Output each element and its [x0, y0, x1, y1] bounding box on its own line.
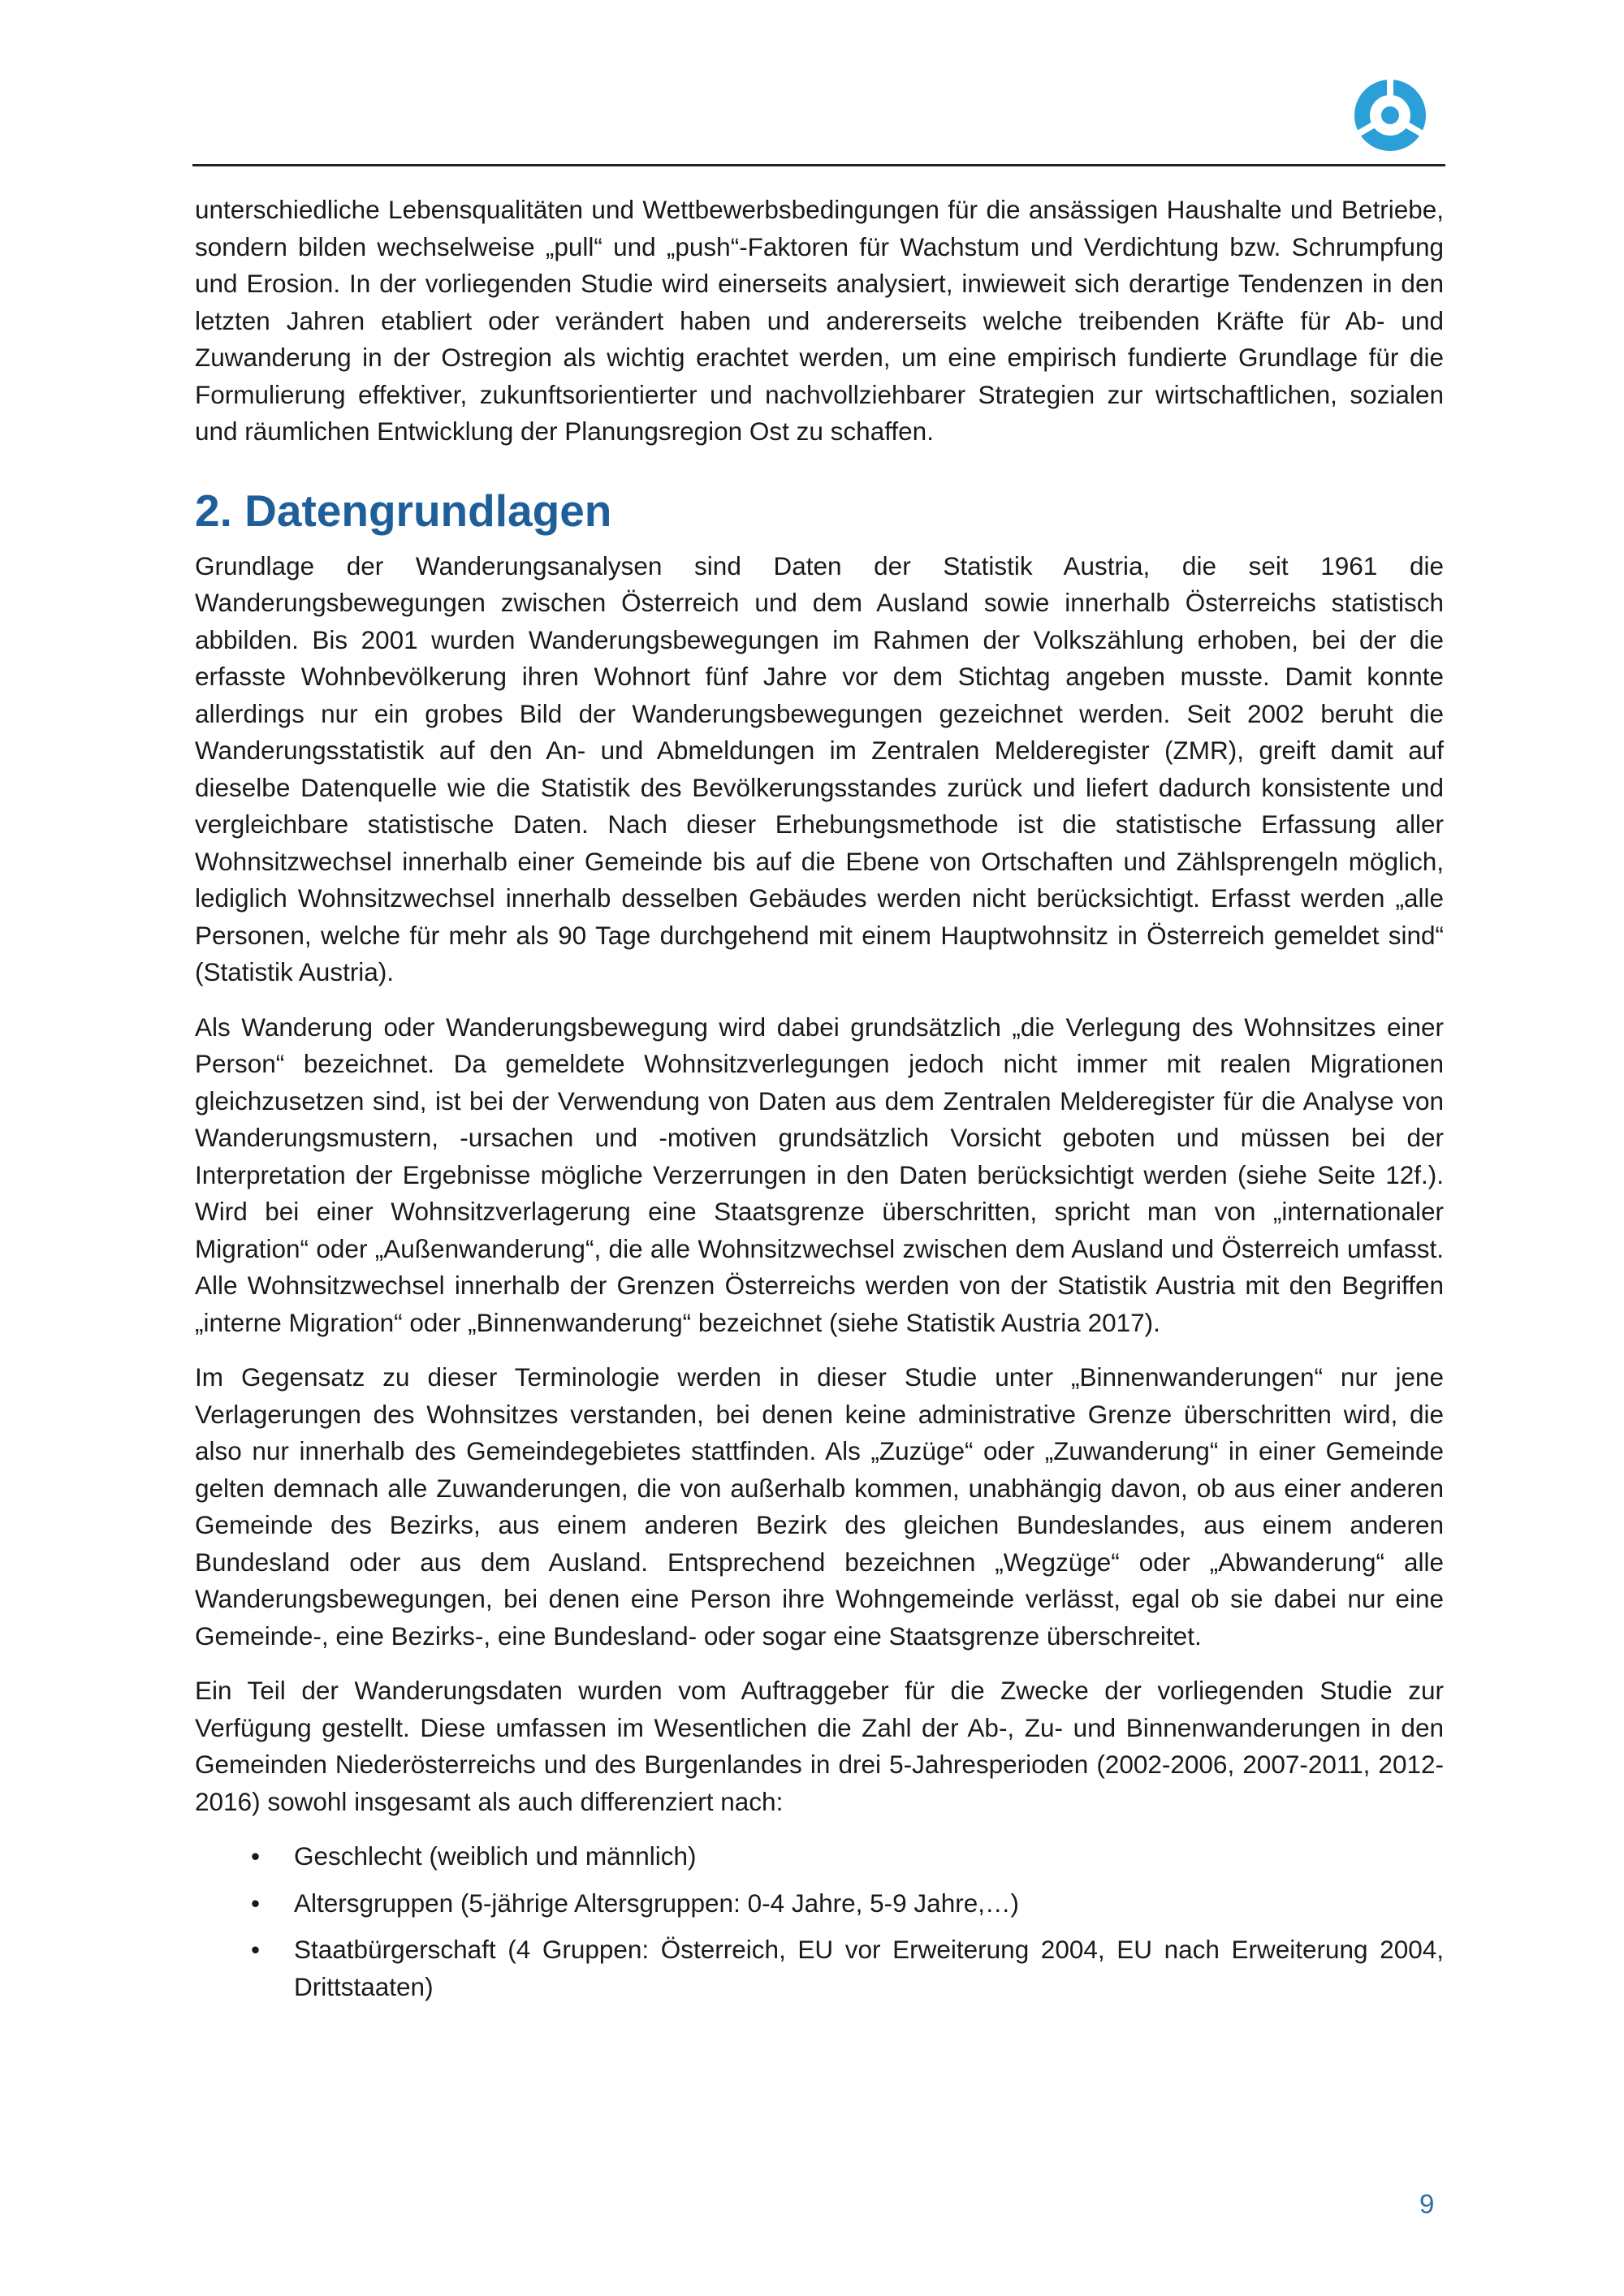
paragraph-migration-definition: Als Wanderung oder Wanderungsbewegung wird dabei grundsätzlich „die Verlegung des Wohnsitzes einer Person“ bezeichnet. Da gemeldete Wohnsitzverlegungen jedoch nicht immer mit realen Migrationen gleichzusetzen sind, ist bei der Verwendung von Daten aus dem Zentralen Melderegister für die Analyse von Wanderungsmustern, -ursachen und -motiven grundsätzlich Vorsicht geboten und müssen bei der Interpretation der Ergebnisse mögliche Verzerrungen in den Daten berücksichtigt werden (siehe Seite 12f.). Wird bei einer Wohnsitzverlagerung eine Staatsgrenze überschritten, spricht man von „internationaler Migration“ oder „Außenwanderung“, die alle Wohnsitzwechsel zwischen dem Ausland und Österreich umfasst. Alle Wohnsitzwechsel innerhalb der Grenzen Österreichs werden von der Statistik Austria mit den Begriffen „interne Migration“ oder „Binnenwanderung“ bezeichnet (siehe Statistik Austria 2017).: [195, 1012, 1444, 1337]
differentiation-list: [195, 1838, 1444, 2005]
list-item: [195, 1838, 1444, 1875]
bullet-icon: •: [251, 1888, 261, 1918]
bullet-icon: •: [251, 1841, 261, 1871]
paragraph-terminology: Im Gegensatz zu dieser Terminologie werden in dieser Studie unter „Binnenwanderungen“ nur jene Verlagerungen des Wohnsitzes verstanden, bei denen keine administrative Grenze überschritten wird, die also nur innerhalb des Gemeindegebietes stattfinden. Als „Zuzüge“ oder „Zuwanderung“ in einer Gemeinde gelten demnach alle Zuwanderungen, die von außerhalb kommen, unabhängig davon, ob aus einer anderen Gemeinde des Bezirks, aus einem anderen Bezirk des gleichen Bundeslandes, aus einem anderen Bundesland oder aus dem Ausland. Entsprechend bezeichnen „Wegzüge“ oder „Abwanderung“ alle Wanderungsbewegungen, bei denen eine Person ihre Wohngemeinde verlässt, egal ob sie dabei nur eine Gemeinde-, eine Bezirks-, eine Bundesland- oder sogar eine Staatsgrenze überschreitet.: [195, 1362, 1444, 1651]
page-number: 9: [1419, 2189, 1435, 2219]
paragraph-data-provided: Ein Teil der Wanderungsdaten wurden vom Auftraggeber für die Zwecke der vorliegenden Studie zur Verfügung gestellt. Diese umfassen im Wesentlichen die Zahl der Ab-, Zu- und Binnenwanderungen in den Gemeinden Niederösterreichs und des Burgenlandes in drei 5-Jahresperioden (2002-2006, 2007-2011, 2012-2016) sowohl insgesamt als auch differenziert nach:: [195, 1676, 1444, 1816]
paragraph-data-sources: Grundlage der Wanderungsanalysen sind Daten der Statistik Austria, die seit 1961 die Wanderungsbewegungen zwischen Österreich und dem Ausland sowie innerhalb Österreichs statistisch abbilden. Bis 2001 wurden Wanderungsbewegungen im Rahmen der Volkszählung erhoben, bei der die erfasste Wohnbevölkerung ihren Wohnort fünf Jahre vor dem Stichtag angeben musste. Damit konnte allerdings nur ein grobes Bild der Wanderungsbewegungen gezeichnet werden. Seit 2002 beruht die Wanderungsstatistik auf den An- und Abmeldungen im Zentralen Melderegister (ZMR), greift damit auf dieselbe Datenquelle wie die Statistik des Bevölkerungsstandes zurück und liefert dadurch konsistente und vergleichbare statistische Daten. Nach dieser Erhebungsmethode ist die statistische Erfassung aller Wohnsitzwechsel innerhalb einer Gemeinde bis auf die Ebene von Ortschaften und Zählsprengeln möglich, lediglich Wohnsitzwechsel innerhalb desselben Gebäudes werden nicht berücksichtigt. Erfasst werden „alle Personen, welche für mehr als 90 Tage durchgehend mit einem Hauptwohnsitz in Österreich gemeldet sind“ (Statistik Austria).: [195, 550, 1444, 986]
list-item-text: Staatbürgerschaft (4 Gruppen: Österreich, EU vor Erweiterung 2004, EU nach Erweiterung 2004, Drittstaaten): [294, 1935, 1444, 2001]
intro-paragraph: unterschiedliche Lebensqualitäten und Wettbewerbsbedingungen für die ansässigen Haushalte und Betriebe, sondern bilden wechselweise „pull“ und „push“-Faktoren für Wachstum und Verdichtung bzw. Schrumpfung und Erosion. In der vorliegenden Studie wird einerseits analysiert, inwieweit sich derartige Tendenzen in den letzten Jahren etabliert oder verändert haben und andererseits welche treibenden Kräfte für Ab- und Zuwanderung in der Ostregion als wichtig erachtet werden, um eine empirisch fundierte Grundlage für die Formulierung effektiver, zukunftsorientierter und nachvollziehbarer Strategien zur wirtschaftlichen, sozialen und räumlichen Entwicklung der Planungsregion Ost zu schaffen.: [195, 195, 1444, 446]
organization-logo-icon: [1345, 76, 1436, 154]
list-item: [195, 1931, 1444, 2005]
header-divider: [192, 164, 1445, 166]
section-heading: 2. Datengrundlagen: [195, 485, 612, 536]
page-content: [195, 192, 1444, 2015]
bullet-icon: •: [251, 1935, 261, 1964]
list-item: [195, 1885, 1444, 1923]
list-item-text: Altersgruppen (5-jährige Altersgruppen: 0-4 Jahre, 5-9 Jahre,…): [294, 1888, 1019, 1918]
list-item-text: Geschlecht (weiblich und männlich): [294, 1841, 697, 1871]
